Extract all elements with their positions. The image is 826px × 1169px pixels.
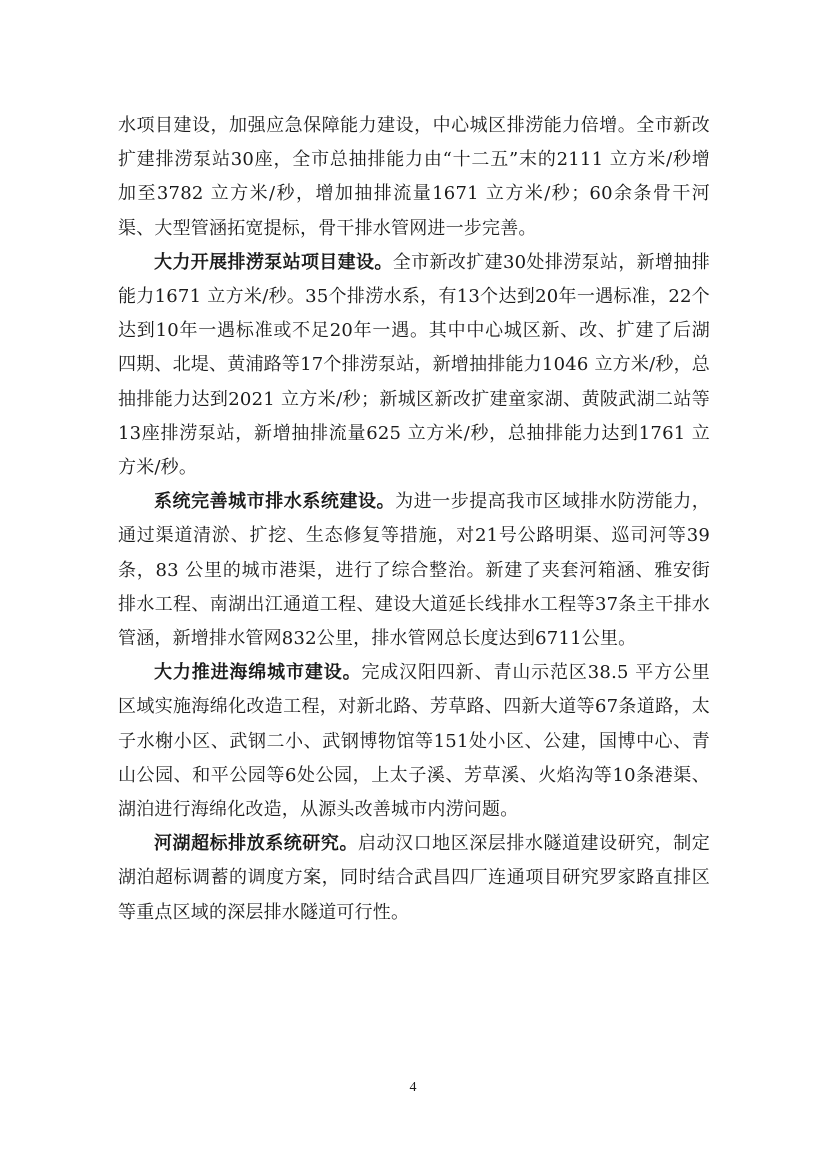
paragraph-heading: 系统完善城市排水系统建设。 [154,491,396,513]
page-number: 4 [409,1080,417,1095]
paragraph-text: 全市新改扩建30处排涝泵站，新增抽排能力1671 立方米/秒。35个排涝水系，有13个达到20年一遇标准，22个达到10年一遇标准或不足20年一遇。其中中心城区新、改、扩建了后湖四期、北堤、黄浦路等17个排涝泵站，新增抽排能力1046 立方米/秒，总抽排能力达到2021 立方米/秒；新城区新改扩建童家湖、黄陂武湖二站等13座排涝泵站，新增抽排流量625 立方米/秒，总抽排能力达到1761 立方米/秒。 [118,251,710,479]
paragraph-text: 启动汉口地区深层排水隧道建设研究，制定湖泊超标调蓄的调度方案，同时结合武昌四厂连通项目研究罗家路直排区等重点区域的深层排水隧道可行性。 [118,833,710,923]
document-body [118,109,710,930]
paragraph-text: 完成汉阳四新、青山示范区38.5 平方公里区域实施海绵化改造工程，对新北路、芳草路、四新大道等67条道路，太子水榭小区、武钢二小、武钢博物馆等151处小区、公建，国博中心、青山公园、和平公园等6处公园，上太子溪、芳草溪、火焰沟等10条港渠、湖泊进行海绵化改造，从源头改善城市内涝问题。 [118,662,710,821]
paragraph-sponge-city [118,656,710,827]
paragraph-heading: 河湖超标排放系统研究。 [154,833,358,855]
paragraph-heading: 大力开展排涝泵站项目建设。 [154,251,393,273]
paragraph-pump-stations [118,246,710,485]
paragraph-continuation [118,109,710,246]
paragraph-text: 为进一步提高我市区域排水防涝能力，通过渠道清淤、扩挖、生态修复等措施，对21号公路明渠、巡司河等39条，83 公里的城市港渠，进行了综合整治。新建了夹套河箱涵、雅安街排水工程、南湖出江通道工程、建设大道延长线排水工程等37条主干排水管涵，新增排水管网832公里，排水管网总长度达到6711公里。 [118,491,710,650]
paragraph-heading: 大力推进海绵城市建设。 [154,662,362,684]
paragraph-text: 水项目建设，加强应急保障能力建设，中心城区排涝能力倍增。全市新改扩建排涝泵站30座，全市总抽排能力由“十二五”末的2111 立方米/秒增加至3782 立方米/秒，增加抽排流量1671 立方米/秒；60余条骨干河渠、大型管涵拓宽提标，骨干排水管网进一步完善。 [118,115,710,239]
paragraph-overflow-research [118,827,710,930]
paragraph-drainage-system [118,485,710,656]
